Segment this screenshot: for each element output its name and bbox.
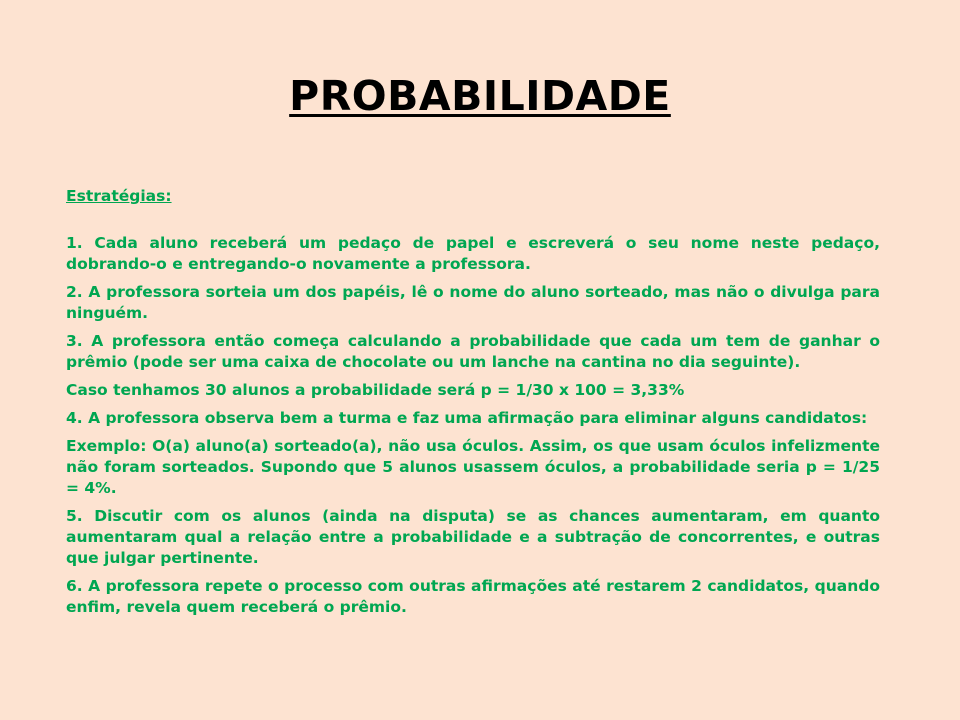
paragraph-example-glasses: Exemplo: O(a) aluno(a) sorteado(a), não usa óculos. Assim, os que usam óculos infelizmente não foram sorteados. Supondo que 5 alunos usassem óculos, a probabilidade seria p = 1/25 = 4%. bbox=[66, 437, 880, 497]
paragraph-step-3: 3. A professora então começa calculando a probabilidade que cada um tem de ganhar o prêmio (pode ser uma caixa de chocolate ou um lanche na cantina no dia seguinte). bbox=[66, 332, 880, 371]
paragraph-step-6: 6. A professora repete o processo com outras afirmações até restarem 2 candidatos, quando enfim, revela quem receberá o prêmio. bbox=[66, 577, 880, 616]
slide-content bbox=[66, 186, 880, 625]
strategies-heading: Estratégias: bbox=[66, 187, 172, 205]
paragraph-step-1: 1. Cada aluno receberá um pedaço de papel e escreverá o seu nome neste pedaço, dobrando-o e entregando-o novamente a professora. bbox=[66, 234, 880, 273]
paragraph-step-2: 2. A professora sorteia um dos papéis, lê o nome do aluno sorteado, mas não o divulga para ninguém. bbox=[66, 283, 880, 322]
paragraph-example-30-students: Caso tenhamos 30 alunos a probabilidade será p = 1/30 x 100 = 3,33% bbox=[66, 381, 685, 399]
paragraph-step-4: 4. A professora observa bem a turma e faz uma afirmação para eliminar alguns candidatos: bbox=[66, 409, 868, 427]
slide-title: PROBABILIDADE bbox=[289, 72, 671, 120]
paragraph-step-5: 5. Discutir com os alunos (ainda na disputa) se as chances aumentaram, em quanto aumentaram qual a relação entre a probabilidade e a subtração de concorrentes, e outras que julgar pertinente. bbox=[66, 507, 880, 567]
